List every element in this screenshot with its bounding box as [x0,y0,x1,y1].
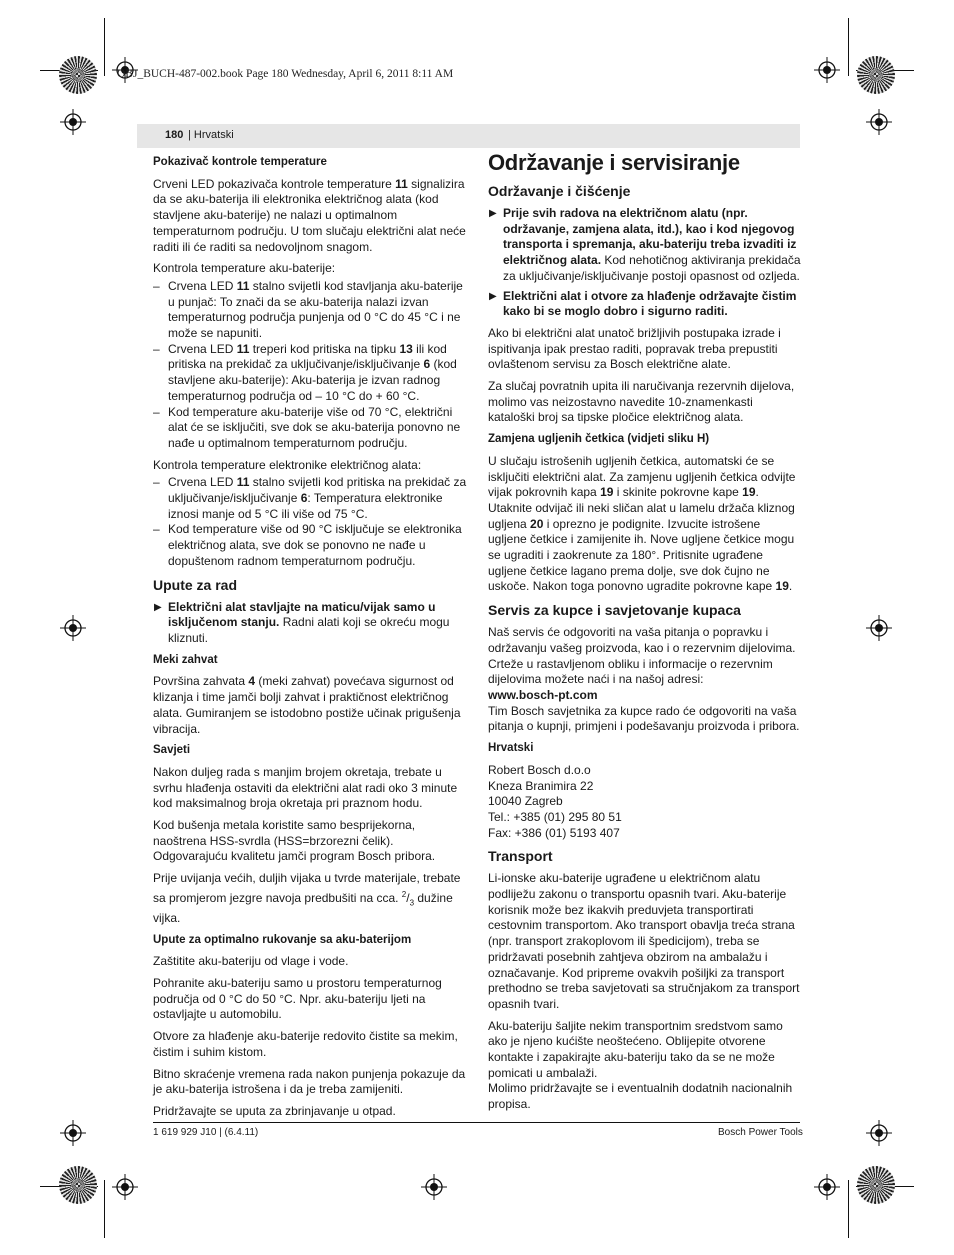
page-number: 180 [165,129,184,141]
footer-catalog-number: 1 619 929 J10 | (6.4.11) [153,1127,259,1138]
paragraph: Aku-bateriju šaljite nekim transportnim sredstvom samo ako je njeno kućište neoštećeno. Oblijepite otvorene kontakte i zapakirajte aku-bateriju tako da se ne može pomicati u ambalaži. [488,1018,783,1080]
list-item: – Crvena LED 11 stalno svijetli kod stavljanja aku-baterije u punjač: To znači da se aku-baterija nalazi izvan temperaturnog područja punjenja od 0 °C do 45 °C i ne može se napuniti. [153,278,463,341]
section-subtitle: Pokazivač kontrole temperature [153,156,327,168]
registration-mark-icon [112,1174,138,1200]
page-title: Održavanje i servisiranje [488,150,740,175]
paragraph: Prije uvijanja većih, duljih vijaka u tvrde materijale, trebate sa promjerom jezgre navoja predbušiti na cca. $^2/_3$ dužine vijka. [153,871,461,925]
paragraph: Kontrola temperature aku-baterije: [153,261,336,276]
triangle-bullet-icon: ▶ [154,601,162,613]
list-item: – Kod temperature više od 90 °C isključuje se elektronika električnog alata, sve dok se ponovno ne nađe u dopuštenom radnom temperaturnom području. [153,522,462,568]
paragraph: Kontrola temperature elektronike električnog alata: [153,457,422,472]
triangle-bullet-icon: ▶ [489,290,497,302]
section-subtitle: Hrvatski [488,742,534,755]
color-rosette-icon [59,56,97,94]
color-rosette-icon [857,1166,895,1204]
paragraph: Molimo pridržavajte se i eventualnih dodatnih nacionalnih propisa. [488,1081,793,1112]
section-subtitle: Zamjena ugljenih četkica (vidjeti sliku H) [488,433,710,446]
footer-brand: Bosch Power Tools [718,1127,803,1138]
list-item: – Crvena LED 11 stalno svijetli kod pritiska na prekidač za uključivanje/isključivanje 6: Temperatura elektronike iznosi manje od 5 °C ili više od 75 °C. [153,475,467,521]
registration-mark-icon [866,1120,892,1146]
right-column [488,150,802,1119]
paragraph: Tim Bosch savjetnika za kupce rado će odgovoriti na vaša pitanja o kupnji, primjeni i podešavanju proizvoda i pribora. [488,703,800,734]
header-language: | Hrvatski [188,129,234,141]
color-rosette-icon [857,56,895,94]
address-block: Robert Bosch d.o.o Kneza Branimira 22 10040 Zagreb Tel.: +385 (01) 295 80 51 Fax: +386 (01) 5193 407 [488,762,622,840]
crop-mark [848,1180,849,1238]
paragraph: Otvore za hlađenje aku-baterije redovito čistite sa mekim, čistim i suhim kistom. [153,1029,458,1059]
registration-mark-icon [421,1174,447,1200]
instruction-item: ▶ Prije svih radova na električnom alatu (npr. održavanje, zamjena alata, itd.), kao i kod njegovog transporta i spremanja, aku-bateriju treba izvaditi iz električnog alata. Kod nehotičnog aktiviranja prekidača za uključivanje/isključivanje postoji opasnost od ozljeda. [489,206,801,283]
left-column [153,155,468,1126]
crop-mark [848,18,849,76]
section-title: Transport [488,848,553,865]
paragraph: Površina zahvata 4 (meki zahvat) povećava sigurnost od klizanja i time jamči bolji zahvat i praktičnost električnog alata. Gumiranjem se istodobno postiže učinak prigušenja vibracija. [153,674,461,736]
section-title: Održavanje i čišćenje [488,183,631,199]
paragraph: U slučaju istrošenih ugljenih četkica, automatski će se isključiti električni alat. Za zamjenu ugljenih četkica odvijte vijak pokrovnih kapa 19 i skinite pokrovne kape 19. Utaknite odvijač ili neki sličan alat u lamelu držača kliznog ugljena 20 i oprezno je podignite. Izvucite istrošene ugljene četkice i zamijenite ih. Nove ugljene četkice mogu se ugraditi i zaokrenute za 180°. Pritisnite ugrađene ugljene četkice lagano prema dolje, sve dok čujno ne uskoče. Nakon toga ponovno ugradite pokrovne kape 19. [488,453,796,594]
section-subtitle: Savjeti [153,744,191,757]
paragraph: Pridržavajte se uputa za zbrinjavanje u otpad. [153,1103,396,1118]
website-link[interactable]: www.bosch-pt.com [488,687,598,702]
page-header [137,124,800,148]
section-title: Servis za kupce i savjetovanje kupaca [488,602,741,619]
section-subtitle: Meki zahvat [153,653,218,666]
crop-mark [104,1180,105,1238]
paragraph: Za slučaj povratnih upita ili naručivanja rezervnih dijelova, molimo vas neizostavno navedite 10-znamenkasti kataloški broj sa tipske pločice električnog alata. [488,379,795,425]
footer-rule [153,1122,800,1123]
paragraph: Zaštitite aku-bateriju od vlage i vode. [153,954,349,969]
crop-mark [104,18,105,76]
paragraph: Nakon duljeg rada s manjim brojem okretaja, trebate u svrhu hlađenja ostaviti da električni alat radi oko 3 minute kod maksimalnog broja okretaja pri praznom hodu. [153,764,458,811]
list-item: – Kod temperature aku-baterije više od 70 °C, električni alat će se isključiti, sve dok se aku-baterija ponovno ne nađe u optimalnom temperaturnom području. [153,404,461,450]
paragraph: Crveni LED pokazivača kontrole temperature 11 signalizira da se aku-baterija ili elektronika električnog alata (kod stavljene aku-baterije) ne nalazi u optimalnom temperaturnom području. U tom slučaju električni alat neće raditi ili će raditi sa nedovoljnom snagom. [153,176,466,254]
registration-mark-icon [814,57,840,83]
section-subtitle: Upute za optimalno rukovanje sa aku-baterijom [153,933,412,946]
registration-mark-icon [60,109,86,135]
registration-mark-icon [60,615,86,641]
registration-mark-icon [866,615,892,641]
registration-mark-icon [60,1120,86,1146]
list-item: – Crvena LED 11 treperi kod pritiska na tipku 13 ili kod pritiska na prekidač za uključivanje/isključivanje 6 (kod stavljene aku-baterije): Aku-baterija je izvan radnog temperaturnog područja od – 10 °C do + 60 °C. [153,341,457,403]
print-slug: OBJ_BUCH-487-002.book Page 180 Wednesday, April 6, 2011 8:11 AM [117,68,454,80]
paragraph: Pohranite aku-bateriju samo u prostoru temperaturnog područja od 0 °C do 50 °C. Npr. aku-bateriju ljeti na ostavljajte u automobilu. [153,976,442,1022]
paragraph: Ako bi električni alat unatoč brižljivih postupaka izrade i ispitivanja ipak prestao raditi, popravak treba prepustiti ovlaštenom servisu za Bosch električne alate. [488,325,781,372]
triangle-bullet-icon: ▶ [489,208,497,219]
color-rosette-icon [59,1166,97,1204]
instruction-item: ▶ Električni alat stavljajte na maticu/vijak samo u isključenom stanju. Radni alati koji se okreću mogu kliznuti. [154,599,450,645]
registration-mark-icon [814,1174,840,1200]
instruction-item: ▶ Električni alat i otvore za hlađenje održavajte čistim kako bi se moglo dobro i sigurno raditi. [489,288,797,319]
paragraph: Bitno skraćenje vremena rada nakon punjenja pokazuje da je aku-baterija istrošena i da je treba zamijeniti. [153,1066,466,1097]
paragraph: Naš servis će odgovoriti na vaša pitanja o popravku i održavanju vašeg proizvoda, kao i o rezervnim dijelovima. Crteže u rastavljenom obliku i informacije o rezervnim dijelovima možete naći i na našoj adresi: [488,625,796,687]
registration-mark-icon [866,109,892,135]
section-title: Upute za rad [153,576,238,593]
paragraph: Li-ionske aku-baterije ugrađene u električnom alatu podliježu zakonu o transportu opasnih tvari. Aku-baterije korisnik može bez ikakvih preduvjeta transportirati cestovnim transportom. Ako transport obavlja treća strana (npr. transport zrakoplovom ili špedicijom), treba se pridržavati posebnih zahtjeva obzirom na ambalažu i označavanje. Kod pripreme ovakvih pošiljki za transport prethodno se treba savjetovati sa stručnjakom za transport opasnih tvari. [488,871,800,1011]
paragraph: Kod bušenja metala koristite samo besprijekorna, naoštrena HSS-svrdla (HSS=brzorezni čelik). Odgovarajuću kvalitetu jamči program Bosch pribora. [153,818,436,864]
